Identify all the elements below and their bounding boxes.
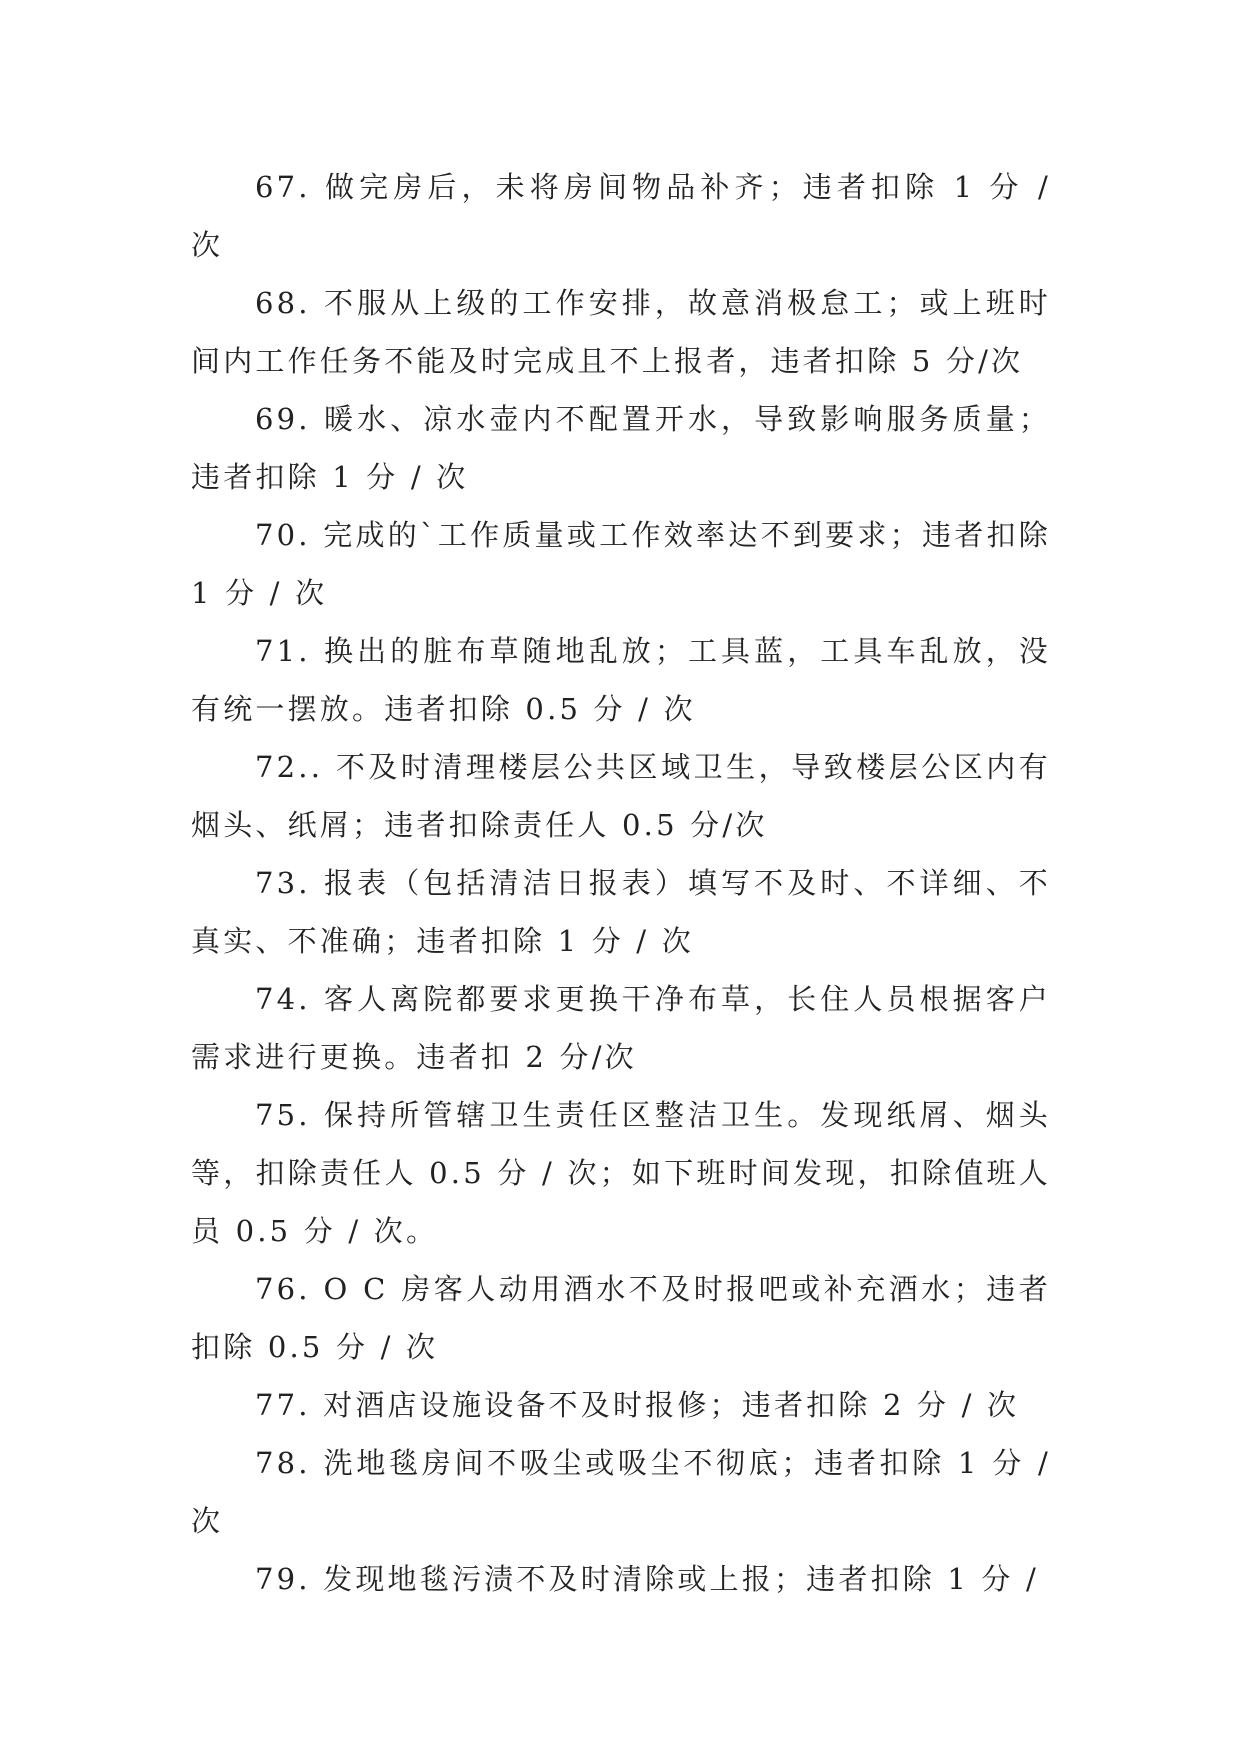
rule-item-69: 69. 暖水、凉水壶内不配置开水，导致影响服务质量；违者扣除 1 分 / 次 bbox=[191, 402, 1051, 494]
rule-item-68: 68. 不服从上级的工作安排，故意消极怠工；或上班时间内工作任务不能及时完成且不上报者，违者扣除 5 分/次 bbox=[191, 286, 1051, 378]
rule-item-71: 71. 换出的脏布草随地乱放；工具蓝，工具车乱放，没有统一摆放。违者扣除 0.5 分 / 次 bbox=[191, 634, 1051, 726]
rule-item-77: 77. 对酒店设施设备不及时报修；违者扣除 2 分 / 次 bbox=[255, 1388, 1020, 1422]
rule-item-79: 79. 发现地毯污渍不及时清除或上报；违者扣除 1 分 / bbox=[255, 1562, 1040, 1596]
rule-item-73: 73. 报表（包括清洁日报表）填写不及时、不详细、不真实、不准确；违者扣除 1 分 / 次 bbox=[191, 866, 1051, 958]
document-body bbox=[191, 158, 1051, 1608]
rule-item-76: 76. O C 房客人动用酒水不及时报吧或补充酒水；违者扣除 0.5 分 / 次 bbox=[191, 1272, 1051, 1364]
rule-item-70: 70. 完成的`工作质量或工作效率达不到要求；违者扣除 1 分 / 次 bbox=[191, 518, 1051, 610]
rule-item-74: 74. 客人离院都要求更换干净布草，长住人员根据客户需求进行更换。违者扣 2 分/次 bbox=[191, 982, 1051, 1074]
rule-item-78: 78. 洗地毯房间不吸尘或吸尘不彻底；违者扣除 1 分 / 次 bbox=[191, 1446, 1051, 1538]
rule-item-75: 75. 保持所管辖卫生责任区整洁卫生。发现纸屑、烟头等，扣除责任人 0.5 分 / 次；如下班时间发现，扣除值班人员 0.5 分 / 次。 bbox=[191, 1098, 1051, 1248]
rule-item-72: 72.. 不及时清理楼层公共区域卫生，导致楼层公区内有烟头、纸屑；违者扣除责任人 0.5 分/次 bbox=[191, 750, 1051, 842]
rule-item-67: 67. 做完房后，未将房间物品补齐；违者扣除 1 分 / 次 bbox=[191, 170, 1051, 262]
